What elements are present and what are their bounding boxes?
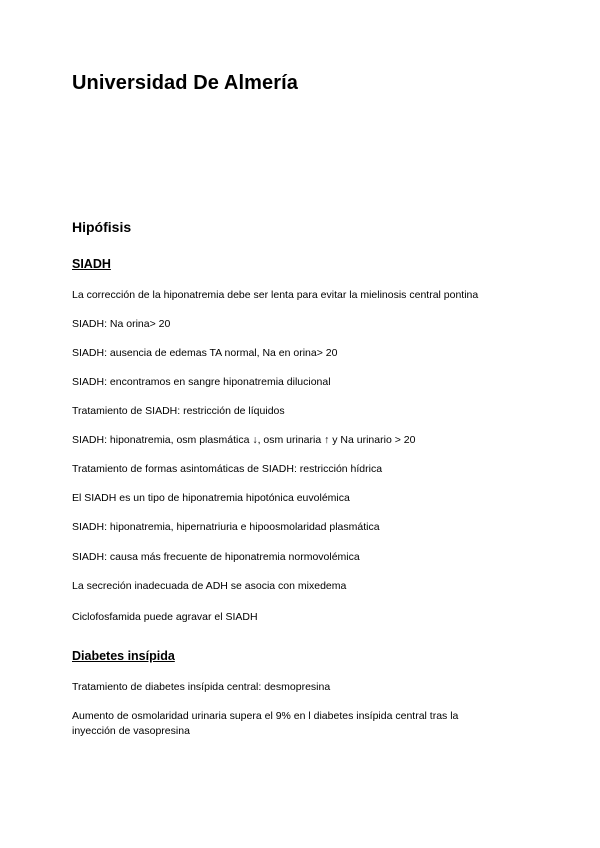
list-item: Ciclofosfamida puede agravar el SIADH [72,611,258,623]
list-item: La corrección de la hiponatremia debe ser lenta para evitar la mielinosis central pontina [72,289,479,301]
list-item: Tratamiento de formas asintomáticas de SIADH: restricción hídrica [72,463,383,475]
page-title: Universidad De Almería [72,72,298,94]
list-item: SIADH: causa más frecuente de hiponatremia normovolémica [72,551,360,563]
list-item: SIADH: Na orina> 20 [72,318,171,330]
subheading-siadh: SIADH [72,257,111,271]
list-item: El SIADH es un tipo de hiponatremia hipotónica euvolémica [72,492,350,504]
section-heading-hipofisis: Hipófisis [72,219,132,235]
subheading-diabetes-insipida: Diabetes insípida [72,649,175,663]
list-item: SIADH: encontramos en sangre hiponatremia dilucional [72,376,331,388]
list-item: SIADH: hiponatremia, hipernatriuria e hipoosmolaridad plasmática [72,521,380,533]
list-item: La secreción inadecuada de ADH se asocia con mixedema [72,580,347,592]
list-item: SIADH: hiponatremia, osm plasmática ↓, osm urinaria ↑ y Na urinario > 20 [72,434,416,446]
list-item: SIADH: ausencia de edemas TA normal, Na en orina> 20 [72,347,338,359]
list-item: Tratamiento de diabetes insípida central: desmopresina [72,681,331,693]
list-item: Tratamiento de SIADH: restricción de líquidos [72,405,285,417]
list-item: Aumento de osmolaridad urinaria supera el 9% en l diabetes insípida central tras la inyección de vasopresina [72,710,459,737]
